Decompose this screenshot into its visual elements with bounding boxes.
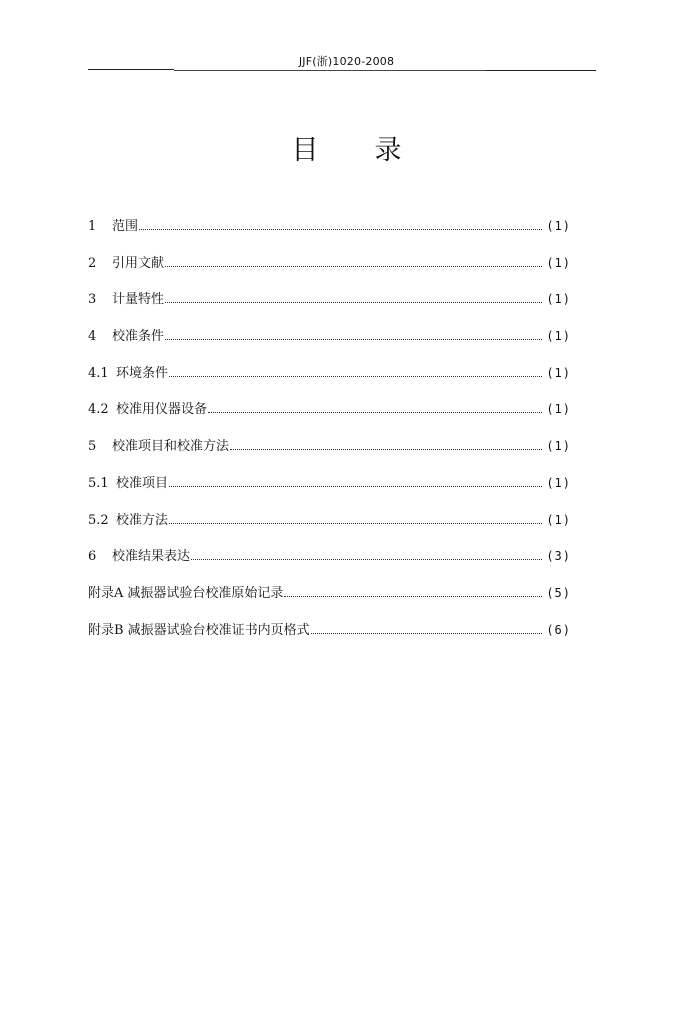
toc-entry-title: 减振器试验台校准原始记录 <box>127 585 284 601</box>
toc-entry[interactable] <box>88 545 571 582</box>
toc-entry-title: 校准项目和校准方法 <box>112 439 230 455</box>
toc-entry[interactable] <box>88 362 571 399</box>
toc-entry-number: 4 <box>88 329 97 345</box>
toc-leader-dots <box>165 301 542 303</box>
toc-entry-page: (1) <box>546 402 571 417</box>
toc-leader-dots <box>208 411 542 413</box>
toc-entry[interactable] <box>88 215 571 252</box>
document-code: JJF(浙)1020-2008 <box>298 55 395 68</box>
toc-entry-number: 1 <box>88 219 97 234</box>
toc-entry[interactable] <box>88 252 571 289</box>
toc-leader-dots <box>139 228 542 230</box>
toc-entry-number: 附录A <box>88 585 124 601</box>
table-of-contents <box>88 215 571 655</box>
toc-entry-page: (1) <box>546 255 571 270</box>
toc-entry-title: 环境条件 <box>116 365 169 381</box>
toc-leader-dots <box>191 558 542 560</box>
toc-entry-title: 校准项目 <box>116 475 169 491</box>
toc-leader-dots <box>169 375 542 377</box>
toc-entry-title: 范围 <box>112 219 139 234</box>
header-rule-middle <box>174 70 486 71</box>
header-rule-right <box>486 70 596 71</box>
toc-entry-page: (3) <box>546 549 571 564</box>
toc-leader-dots <box>169 485 542 487</box>
toc-entry-number: 附录B <box>88 622 124 638</box>
toc-entry-title: 减振器试验台校准证书内页格式 <box>127 622 310 638</box>
toc-entry[interactable] <box>88 288 571 325</box>
toc-entry-number: 5.1 <box>88 475 109 491</box>
toc-entry[interactable] <box>88 509 571 546</box>
toc-entry-page: (1) <box>546 439 571 454</box>
toc-entry[interactable] <box>88 619 571 656</box>
toc-entry-title: 校准方法 <box>116 512 169 528</box>
toc-entry[interactable] <box>88 472 571 509</box>
toc-entry[interactable] <box>88 582 571 619</box>
toc-entry-number: 4.1 <box>88 365 109 381</box>
toc-entry-number: 2 <box>88 255 97 271</box>
toc-entry-number: 4.2 <box>88 402 109 418</box>
page-header <box>0 0 693 80</box>
toc-entry-number: 3 <box>88 292 97 308</box>
toc-entry-number: 5 <box>88 439 97 455</box>
toc-leader-dots <box>230 448 542 450</box>
toc-entry-page: (1) <box>546 219 571 233</box>
toc-entry-page: (1) <box>546 329 571 344</box>
toc-entry[interactable] <box>88 398 571 435</box>
toc-entry-page: (6) <box>546 622 571 637</box>
toc-entry-title: 校准用仪器设备 <box>116 402 208 418</box>
toc-entry-number: 5.2 <box>88 512 109 528</box>
header-rule-left <box>88 69 174 70</box>
toc-leader-dots <box>165 338 542 340</box>
toc-leader-dots <box>169 522 542 524</box>
toc-entry-page: (1) <box>546 292 571 307</box>
page-title: 目录 <box>291 135 458 166</box>
toc-entry-number: 6 <box>88 549 97 565</box>
toc-entry-page: (1) <box>546 512 571 527</box>
toc-entry[interactable] <box>88 325 571 362</box>
toc-entry-title: 校准条件 <box>112 329 165 345</box>
toc-entry-title: 引用文献 <box>112 255 165 271</box>
toc-leader-dots <box>165 265 542 267</box>
toc-leader-dots <box>311 632 543 634</box>
toc-entry[interactable] <box>88 435 571 472</box>
toc-entry-title: 计量特性 <box>112 292 165 308</box>
toc-leader-dots <box>284 595 542 597</box>
toc-entry-page: (1) <box>546 365 571 380</box>
toc-entry-title: 校准结果表达 <box>112 549 191 565</box>
toc-entry-page: (5) <box>546 585 571 600</box>
toc-entry-page: (1) <box>546 475 571 490</box>
